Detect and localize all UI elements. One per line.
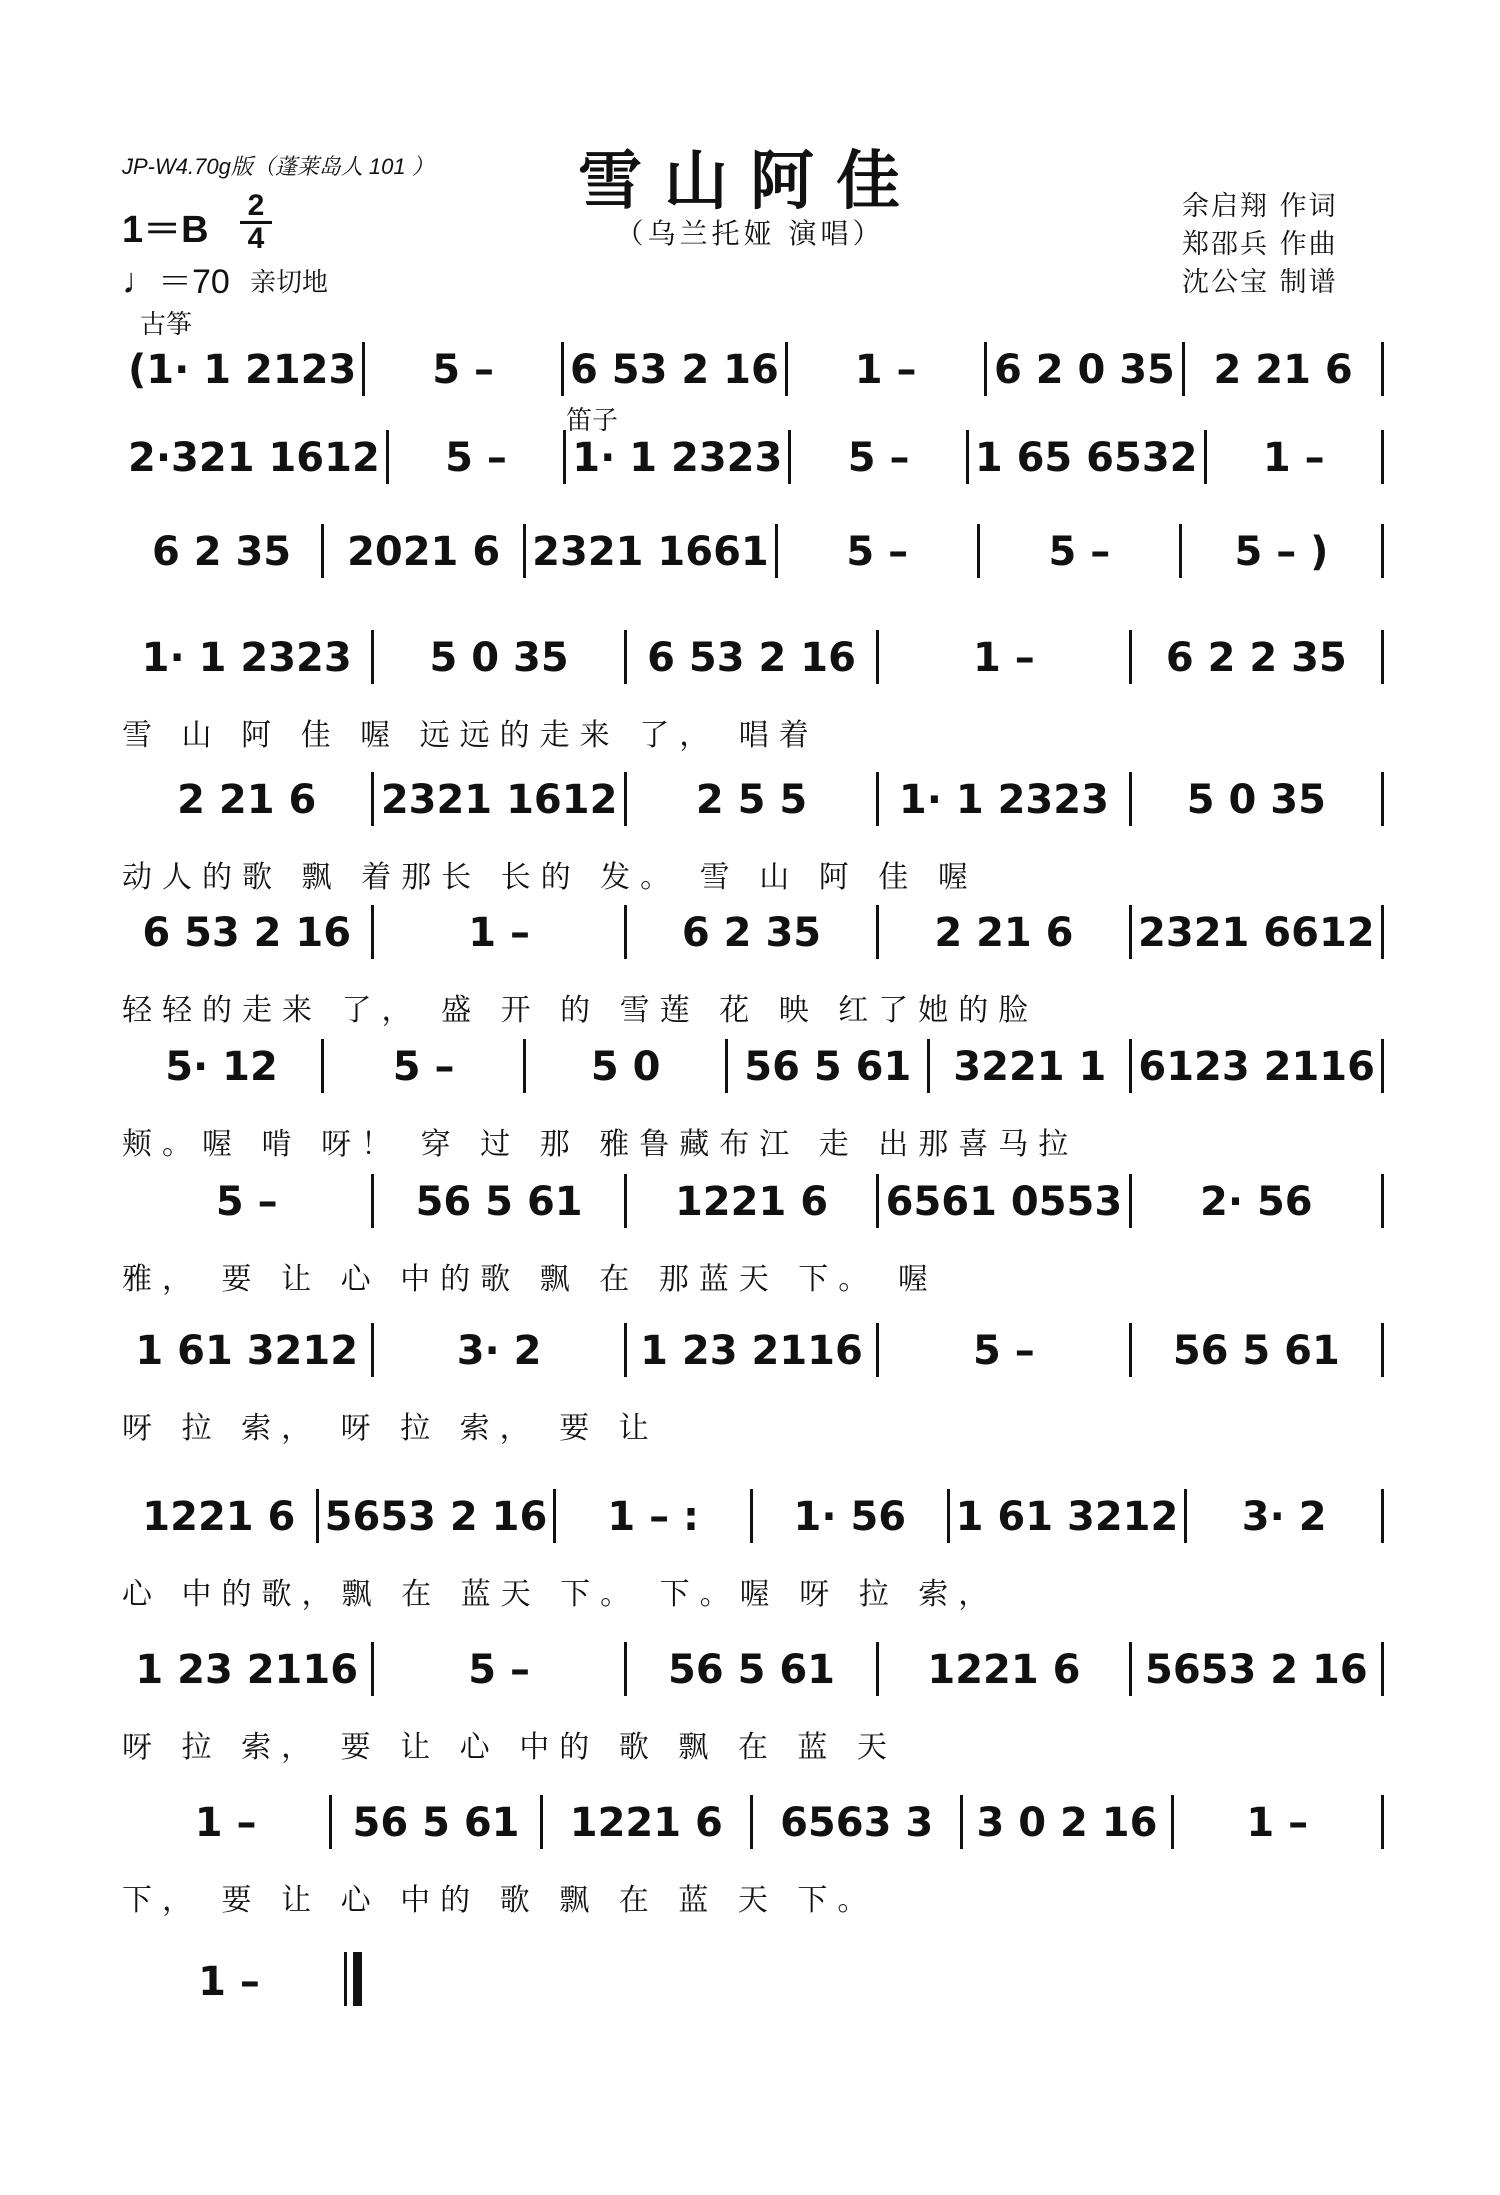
measure: 1 61 3212 [955, 1494, 1179, 1540]
measure: 5 – [847, 435, 910, 481]
measure: 1 23 2116 [135, 1647, 359, 1693]
measure-row [122, 1172, 1384, 1232]
measure-row [122, 522, 1384, 582]
measure: 6 53 2 16 [570, 347, 779, 393]
measure: 3 0 2 16 [976, 1800, 1158, 1846]
measure: 1 – [1262, 435, 1325, 481]
lyrics-line: 轻轻的走来 了， 盛 开 的 雪莲 花 映 红了她的脸 [122, 993, 1039, 1028]
lyrics-line: 心 中的歌，飘 在 蓝天 下。 下。喔 呀 拉 索， [122, 1577, 999, 1612]
measure: 5 0 [590, 1044, 661, 1090]
measure-row [122, 428, 1384, 488]
barline [1381, 772, 1384, 826]
measure: 2 21 6 [1213, 347, 1353, 393]
measure: 1· 1 2323 [572, 435, 783, 481]
measure: 5 – [215, 1179, 278, 1225]
measure-row [122, 340, 1384, 400]
barline [1381, 1323, 1384, 1377]
measure-row [122, 1037, 1384, 1097]
measure: 1· 56 [793, 1494, 907, 1540]
time-bottom: 4 [247, 222, 265, 255]
measure: 56 5 61 [744, 1044, 912, 1090]
measure: 6 2 35 [151, 529, 292, 575]
measure: 5 – [846, 529, 909, 575]
lyrics-line: 呀 拉 索， 呀 拉 索， 要 让 [122, 1411, 659, 1446]
measure: 3221 1 [953, 1044, 1107, 1090]
lyrics-line: 雅， 要 让 心 中的歌 飘 在 那蓝天 下。 喔 [122, 1262, 938, 1297]
performer-subtitle: （乌兰托娅 演唱） [615, 217, 885, 250]
measure: 1221 6 [674, 1179, 829, 1225]
measure: 6 53 2 16 [142, 910, 352, 956]
measure: 6123 2116 [1138, 1044, 1375, 1090]
measure: 2 5 5 [695, 777, 808, 823]
tempo-value: ＝70 [158, 263, 230, 301]
measure: 6 2 0 35 [993, 347, 1175, 393]
measure: 1 – [194, 1800, 257, 1846]
measure: 5 – [1048, 529, 1111, 575]
barline [1381, 1795, 1384, 1849]
barline [1381, 630, 1384, 684]
measure: 6563 3 [780, 1800, 934, 1846]
measure: 6561 0553 [885, 1179, 1123, 1225]
measure: 5 0 35 [1186, 777, 1326, 823]
time-top: 2 [247, 189, 265, 222]
measure: 1221 6 [142, 1494, 296, 1540]
measure: 56 5 61 [668, 1647, 836, 1693]
measure-row [122, 628, 1384, 688]
instrument-label-dizi: 笛子 [566, 406, 619, 436]
barline [1381, 1039, 1384, 1093]
version-label: JP-W4.70g版（蓬莱岛人 101 ） [122, 154, 434, 179]
mood-marking: 亲切地 [250, 268, 329, 298]
measure: 1 61 3212 [135, 1328, 359, 1374]
composer-credit: 郑邵兵 作曲 [1182, 229, 1338, 260]
measure-row [122, 1321, 1384, 1381]
measure: 1221 6 [927, 1647, 1081, 1693]
measure-row [122, 1793, 1384, 1853]
measure: 2321 1612 [380, 777, 618, 823]
barline [1381, 1489, 1384, 1543]
measure: 1 – [1246, 1800, 1309, 1846]
measure: (1· 1 2123 [128, 347, 357, 393]
quarter-note-icon: ♩ [122, 260, 158, 301]
measure: 2 21 6 [177, 777, 317, 823]
measure: 5 – [468, 1647, 530, 1693]
measure: 1 – : [607, 1494, 700, 1540]
measure: 5 0 35 [429, 635, 569, 681]
measure: 1221 6 [569, 1800, 723, 1846]
barline [1381, 342, 1384, 396]
lyrics-line: 动人的歌 飘 着那长 长的 发。 雪 山 阿 佳 喔 [122, 860, 978, 895]
measure-row [122, 1487, 1384, 1547]
measure: 5 – [445, 435, 507, 481]
measure: 2· 56 [1200, 1179, 1313, 1225]
measure: 1 – [198, 1959, 260, 2005]
key-signature: 1＝B [122, 209, 209, 251]
song-title: 雪山阿佳 [578, 145, 922, 219]
measure: 1· 1 2323 [898, 777, 1109, 823]
measure: 5 – [392, 1044, 455, 1090]
measure-row [122, 1640, 1384, 1700]
measure: 6 2 35 [681, 910, 822, 956]
measure: 1 23 2116 [640, 1328, 863, 1374]
barline [1381, 524, 1384, 578]
measure-row [122, 903, 1384, 963]
lyrics-line: 雪 山 阿 佳 喔 远远的走来 了， 唱着 [122, 718, 819, 753]
measure: 1 – [973, 635, 1035, 681]
measure: 6 53 2 16 [647, 635, 856, 681]
instrument-label-zheng: 古筝 [140, 310, 193, 340]
measure: 1 – [854, 347, 917, 393]
measure: 1 – [468, 910, 530, 956]
measure: 5653 2 16 [1144, 1647, 1368, 1693]
measure: 1 65 6532 [974, 435, 1198, 481]
lyrics-line: 颊。喔 啃 呀！ 穿 过 那 雅鲁藏布江 走 出那喜马拉 [122, 1127, 1079, 1162]
lyrics-line: 呀 拉 索， 要 让 心 中的 歌 飘 在 蓝 天 [122, 1730, 897, 1765]
lyrics-line: 下， 要 让 心 中的 歌 飘 在 蓝 天 下。 [122, 1883, 878, 1918]
measure: 3· 2 [456, 1328, 542, 1374]
measure: 5· 12 [165, 1044, 278, 1090]
lyricist-credit: 余启翔 作词 [1182, 191, 1338, 222]
barline [1381, 1642, 1384, 1696]
measure: 56 5 61 [1172, 1328, 1340, 1374]
measure: 2321 1661 [532, 529, 769, 575]
measure: 56 5 61 [415, 1179, 583, 1225]
transcriber-credit: 沈公宝 制谱 [1182, 267, 1338, 298]
barline [1381, 905, 1384, 959]
measure: 2021 6 [347, 529, 501, 575]
measure: 3· 2 [1241, 1494, 1327, 1540]
final-barline [344, 1952, 362, 2012]
measure: 1· 1 2323 [141, 635, 352, 681]
measure: 2 21 6 [934, 910, 1074, 956]
measure-row [122, 770, 1384, 830]
measure: 5653 2 16 [324, 1494, 548, 1540]
measure: 5 – ) [1234, 529, 1329, 575]
measure: 5 – [973, 1328, 1035, 1374]
barline [1381, 430, 1384, 484]
measure: 6 2 2 35 [1165, 635, 1347, 681]
measure: 2·321 1612 [128, 435, 380, 481]
measure: 56 5 61 [352, 1800, 520, 1846]
barline [1381, 1174, 1384, 1228]
measure: 2321 6612 [1138, 910, 1375, 956]
measure-row [122, 1952, 362, 2012]
measure: 5 – [432, 347, 495, 393]
